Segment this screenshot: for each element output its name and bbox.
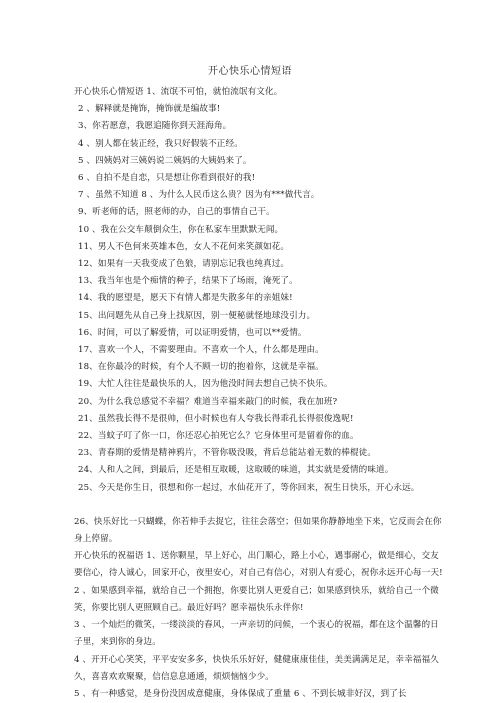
paragraph: 3 、一个灿烂的微笑，一缕淡淡的春风，一声亲切的问候，一个衷心的祝福，都在这个温馨的日子里，来到你的身边。 [74, 620, 439, 648]
phrase-line: 10 、我在公交车颠倒众生，你在私家车里默默无闻。 [78, 224, 284, 235]
blessing-paragraphs [74, 514, 444, 703]
phrase-line: 17、喜欢一个人，不需要理由。不喜欢一个人，什么都是理由。 [78, 345, 324, 356]
phrase-line: 9、听老师的话，照老师的办，自己的事情自己干。 [78, 207, 275, 218]
phrase-line: 6 、自拍不是自恋，只是想让你看到很好的我! [78, 173, 256, 184]
phrase-line: 18、在你最冷的时候，有个人不顾一切的抱着你，这就是幸福。 [78, 362, 324, 373]
document-body [74, 84, 444, 703]
phrase-line: 15、出问题先从自己身上找原因，别一便秘就怪地球没引力。 [78, 310, 316, 321]
phrase-line: 开心快乐心情短语 1、流氓不可怕，就怕流氓有文化。 [74, 87, 283, 97]
phrase-line: 5 、四姨妈对三姨妈说二姨妈的大姨妈来了。 [78, 155, 252, 166]
document-title: 开心快乐心情短语 [208, 66, 292, 77]
phrase-line: 12、如果有一天我变成了色狼，请别忘记我也纯真过。 [78, 259, 290, 270]
paragraph-gap [74, 497, 444, 514]
phrase-line: 23、青春期的爱情是精神鸦片，不管你吸没吸，背后总能站着无数的棒棍徒。 [78, 448, 377, 459]
phrase-line: 7 、虽然不知道 8 、为什么人民币这么贵？因为有***做代言。 [78, 190, 320, 201]
phrase-line: 24、人和人之间，到最后，还是相互取暖，这取暖的味道，其实就是爱情的味道。 [78, 465, 394, 476]
paragraph: 26、快乐好比一只蝴蝶，你若伸手去捉它，往往会落空；但如果你静静地坐下来，它反而会在你身上停留。 [74, 516, 442, 545]
phrase-line: 19、大忙人往往是最快乐的人，因为他没时间去想自己快不快乐。 [78, 379, 333, 390]
phrase-line: 11、男人不色何来英雄本色，女人不花何来笑颜如花。 [78, 241, 290, 252]
phrase-line: 20、为什么我总感觉不幸福？难道当幸福来敲门的时候，我在加班? [78, 396, 338, 407]
short-phrase-list [74, 84, 444, 497]
phrase-line: 25、今天是你生日，很想和你一起过，水仙花开了，等你回来，祝生日快乐，开心永远。 [78, 482, 420, 493]
paragraph: 开心快乐的祝福语 1、送你颗星，早上好心，出门顺心，路上小心，遇事耐心，做是细心，交友要信心，待人诚心，回家开心，夜里安心，对自己有信心，对别人有爱心，祝你永远开心每一天! [74, 551, 443, 579]
paragraph: 2 、如果感到幸福，就给自己一个拥抱，你要比别人更爱自己；如果感到快乐，就给自己一个微笑，你要比别人更照顾自己。最近好吗？愿幸福快乐永伴你! [74, 585, 439, 613]
phrase-line: 13、我当年也是个痴情的种子，结果下了场雨，淹死了。 [78, 276, 298, 287]
phrase-line: 22、当蚊子叮了你一口，你还忍心拍死它么？它身体里可是留着你的血。 [78, 431, 359, 442]
phrase-line: 3、你若愿意，我愿追随你到天涯海角。 [78, 121, 232, 132]
phrase-line: 2 、解释就是掩饰，掩饰就是编故事! [78, 104, 221, 115]
paragraph: 5 、有一种感觉，是身份没因成意健康，身体保成了重量 6 、不到长城非好汉，到了长 [74, 688, 407, 699]
phrase-line: 4 、别人都在装正经，我只好假装不正经。 [78, 138, 243, 149]
paragraph: 4 、开开心心笑笑，平平安安多多，快快乐乐好好，健健康康佳佳，美美满满足足，幸幸福福久久，喜喜欢欢聚聚，信信息息通通，烦烦恼恼少少。 [74, 654, 439, 682]
phrase-line: 21、虽然我长得不是很帅，但小时候也有人夸我长得乖孔长得很俊逸呢! [78, 413, 354, 424]
phrase-line: 16、时间，可以了解爱情，可以证明爱情，也可以**爱情。 [78, 327, 307, 338]
phrase-line: 14、我的愿望是，愿天下有情人都是失散多年的亲姐妹! [78, 293, 293, 304]
